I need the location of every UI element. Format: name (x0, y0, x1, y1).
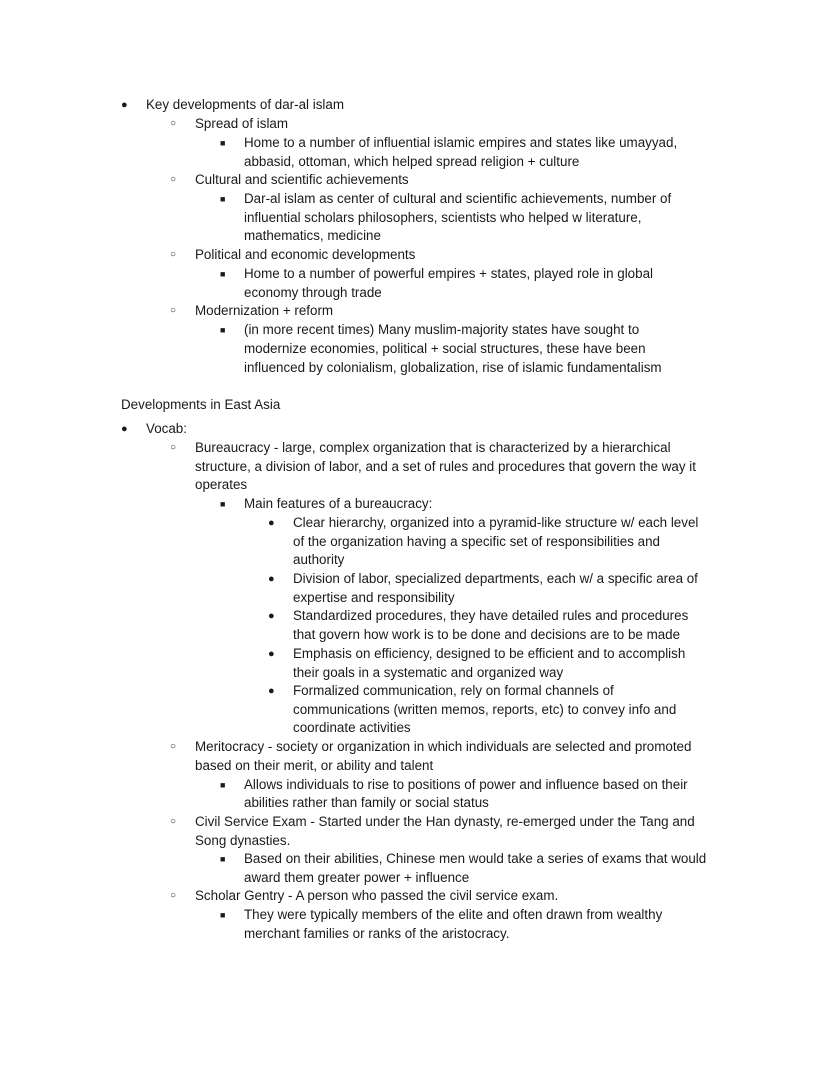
vocab-label: Vocab: (146, 421, 187, 436)
detail-text: abilities rather than family or social status (244, 795, 489, 810)
detail-text: mathematics, medicine (244, 228, 381, 243)
bullet-circle: ○ (170, 118, 177, 129)
subitem-label: Modernization + reform (195, 303, 334, 318)
meritocracy-text: based on their merit, or ability and talent (195, 758, 434, 773)
bureaucracy-text: operates (195, 477, 248, 492)
detail-text: Dar-al islam as center of cultural and scientific achievements, number of (244, 191, 672, 206)
feature-text: Clear hierarchy, organized into a pyramid-like structure w/ each level (293, 515, 699, 530)
civil-service-text: Song dynasties. (195, 833, 291, 848)
detail-text: award them greater power + influence (244, 870, 470, 885)
bullet-circle: ○ (170, 305, 177, 316)
bullet-square: ■ (220, 780, 226, 790)
bullet-square: ■ (220, 499, 226, 509)
detail-text: influenced by colonialism, globalization, rise of islamic fundamentalism (244, 360, 662, 375)
detail-text: Based on their abilities, Chinese men would take a series of exams that would (244, 851, 707, 866)
bullet-square: ■ (220, 138, 226, 148)
feature-text: Formalized communication, rely on formal channels of (293, 683, 614, 698)
feature-text: authority (293, 552, 345, 567)
section-heading: Key developments of dar-al islam (146, 97, 344, 112)
bullet-disc: ● (268, 517, 275, 529)
bullet-disc: ● (268, 610, 275, 622)
feature-text: Division of labor, specialized departments, each w/ a specific area of (293, 571, 698, 586)
bullet-circle: ○ (170, 890, 177, 901)
meritocracy-text: Meritocracy - society or organization in which individuals are selected and promoted (195, 739, 692, 754)
civil-service-text: Civil Service Exam - Started under the Han dynasty, re-emerged under the Tang and (195, 814, 695, 829)
subitem-label: Political and economic developments (195, 247, 416, 262)
bullet-circle: ○ (170, 442, 177, 453)
detail-text: modernize economies, political + social structures, these have been (244, 341, 646, 356)
bureaucracy-text: structure, a division of labor, and a set of rules and procedures that govern the way it (195, 459, 696, 474)
bullet-circle: ○ (170, 741, 177, 752)
detail-text: They were typically members of the elite and often drawn from wealthy (244, 907, 663, 922)
detail-text: influential scholars philosophers, scientists who helped w literature, (244, 210, 642, 225)
bullet-square: ■ (220, 854, 226, 864)
section-title: Developments in East Asia (121, 397, 281, 412)
bullet-disc: ● (121, 423, 128, 435)
feature-text: Standardized procedures, they have detailed rules and procedures (293, 608, 689, 623)
subitem-label: Cultural and scientific achievements (195, 172, 409, 187)
feature-text: expertise and responsibility (293, 590, 455, 605)
bullet-disc: ● (268, 573, 275, 585)
feature-text: communications (written memos, reports, etc) to convey info and (293, 702, 677, 717)
bullet-disc: ● (268, 648, 275, 660)
detail-text: merchant families or ranks of the aristocracy. (244, 926, 510, 941)
detail-text: (in more recent times) Many muslim-majority states have sought to (244, 322, 640, 337)
bullet-square: ■ (220, 325, 226, 335)
detail-text: Home to a number of influential islamic empires and states like umayyad, (244, 135, 678, 150)
feature-text: Emphasis on efficiency, designed to be efficient and to accomplish (293, 646, 686, 661)
bullet-circle: ○ (170, 174, 177, 185)
bullet-square: ■ (220, 269, 226, 279)
detail-text: Allows individuals to rise to positions of power and influence based on their (244, 777, 688, 792)
feature-text: that govern how work is to be done and decisions are to be made (293, 627, 681, 642)
bullet-square: ■ (220, 910, 226, 920)
feature-text: their goals in a systematic and organized way (293, 665, 564, 680)
feature-text: coordinate activities (293, 720, 411, 735)
features-label: Main features of a bureaucracy: (244, 496, 433, 511)
bullet-square: ■ (220, 194, 226, 204)
feature-text: of the organization having a specific set of responsibilities and (293, 534, 660, 549)
subitem-label: Spread of islam (195, 116, 289, 131)
bullet-circle: ○ (170, 816, 177, 827)
bullet-disc: ● (121, 99, 128, 111)
bullet-circle: ○ (170, 249, 177, 260)
scholar-gentry-text: Scholar Gentry - A person who passed the civil service exam. (195, 888, 559, 903)
detail-text: Home to a number of powerful empires + states, played role in global (244, 266, 654, 281)
detail-text: abbasid, ottoman, which helped spread religion + culture (244, 154, 580, 169)
bureaucracy-text: Bureaucracy - large, complex organization that is characterized by a hierarchical (195, 440, 671, 455)
detail-text: economy through trade (244, 285, 382, 300)
bullet-disc: ● (268, 685, 275, 697)
